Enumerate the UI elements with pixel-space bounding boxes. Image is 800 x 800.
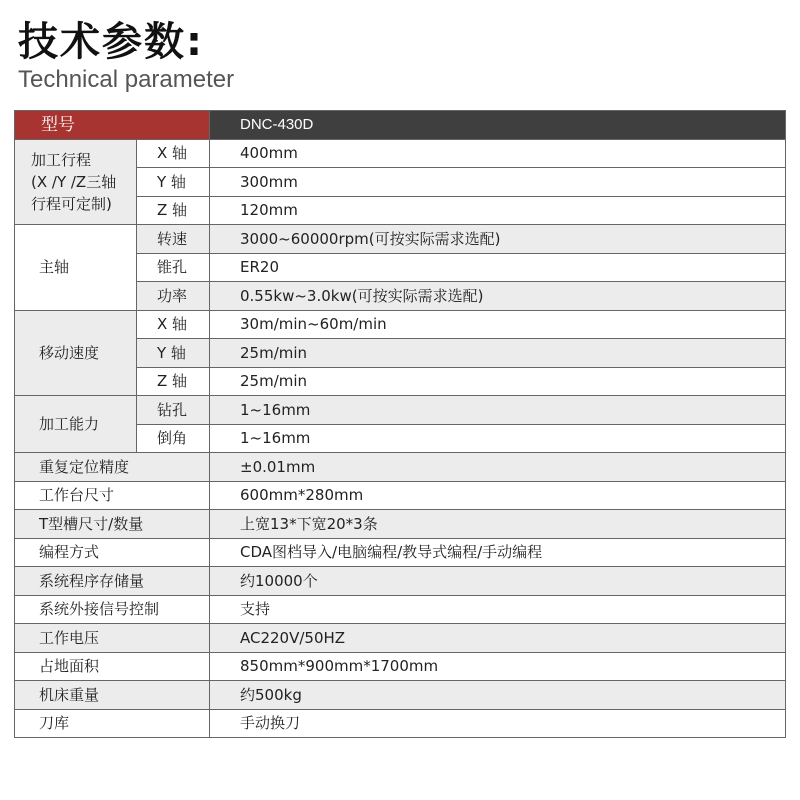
table-row: [15, 538, 786, 567]
table-row: [15, 595, 786, 624]
spec-label: 重复定位精度: [15, 453, 210, 482]
table-row: [15, 310, 786, 339]
travel-value: 120mm: [210, 196, 786, 225]
spec-label: 工作台尺寸: [15, 481, 210, 510]
spindle-group-label: 主轴: [15, 225, 137, 311]
table-row: [15, 139, 786, 168]
spindle-item-label: 功率: [137, 282, 210, 311]
travel-axis-label: Y 轴: [137, 168, 210, 197]
travel-axis-label: Z 轴: [137, 196, 210, 225]
capability-value: 1~16mm: [210, 396, 786, 425]
spindle-value: ER20: [210, 253, 786, 282]
capability-group-label: 加工能力: [15, 396, 137, 453]
table-row: [15, 624, 786, 653]
spec-label: T型槽尺寸/数量: [15, 510, 210, 539]
table-row: [15, 453, 786, 482]
spec-value: 850mm*900mm*1700mm: [210, 652, 786, 681]
travel-group-label: 加工行程 (X /Y /Z三轴 行程可定制): [15, 139, 137, 225]
spec-value: 支持: [210, 595, 786, 624]
spindle-value: 3000~60000rpm(可按实际需求选配): [210, 225, 786, 254]
capability-value: 1~16mm: [210, 424, 786, 453]
spec-table: [14, 110, 786, 738]
speed-value: 25m/min: [210, 367, 786, 396]
table-row: [15, 481, 786, 510]
spec-label: 系统程序存储量: [15, 567, 210, 596]
speed-group-label: 移动速度: [15, 310, 137, 396]
model-label: 型号: [15, 111, 210, 140]
spec-value: 手动换刀: [210, 709, 786, 738]
table-row: [15, 567, 786, 596]
spec-label: 工作电压: [15, 624, 210, 653]
spec-label: 编程方式: [15, 538, 210, 567]
spec-label: 占地面积: [15, 652, 210, 681]
spec-value: CDA图档导入/电脑编程/教导式编程/手动编程: [210, 538, 786, 567]
spec-value: ±0.01mm: [210, 453, 786, 482]
table-row: [15, 681, 786, 710]
speed-axis-label: Z 轴: [137, 367, 210, 396]
spindle-value: 0.55kw~3.0kw(可按实际需求选配): [210, 282, 786, 311]
spec-label: 系统外接信号控制: [15, 595, 210, 624]
capability-item-label: 钻孔: [137, 396, 210, 425]
speed-value: 25m/min: [210, 339, 786, 368]
spec-value: AC220V/50HZ: [210, 624, 786, 653]
table-row: [15, 709, 786, 738]
travel-value: 400mm: [210, 139, 786, 168]
page-title: 技术参数:: [18, 19, 204, 65]
speed-value: 30m/min~60m/min: [210, 310, 786, 339]
spec-label: 刀库: [15, 709, 210, 738]
travel-value: 300mm: [210, 168, 786, 197]
spec-value: 上宽13*下宽20*3条: [210, 510, 786, 539]
spec-value: 约10000个: [210, 567, 786, 596]
speed-axis-label: Y 轴: [137, 339, 210, 368]
table-row: [15, 652, 786, 681]
model-value: DNC-430D: [210, 111, 786, 140]
page-subtitle: Technical parameter: [18, 66, 235, 93]
spindle-item-label: 锥孔: [137, 253, 210, 282]
table-row-model: [15, 111, 786, 140]
spec-value: 约500kg: [210, 681, 786, 710]
table-row: [15, 396, 786, 425]
table-row: [15, 510, 786, 539]
table-row: [15, 225, 786, 254]
spindle-item-label: 转速: [137, 225, 210, 254]
spec-label: 机床重量: [15, 681, 210, 710]
speed-axis-label: X 轴: [137, 310, 210, 339]
travel-axis-label: X 轴: [137, 139, 210, 168]
spec-value: 600mm*280mm: [210, 481, 786, 510]
capability-item-label: 倒角: [137, 424, 210, 453]
